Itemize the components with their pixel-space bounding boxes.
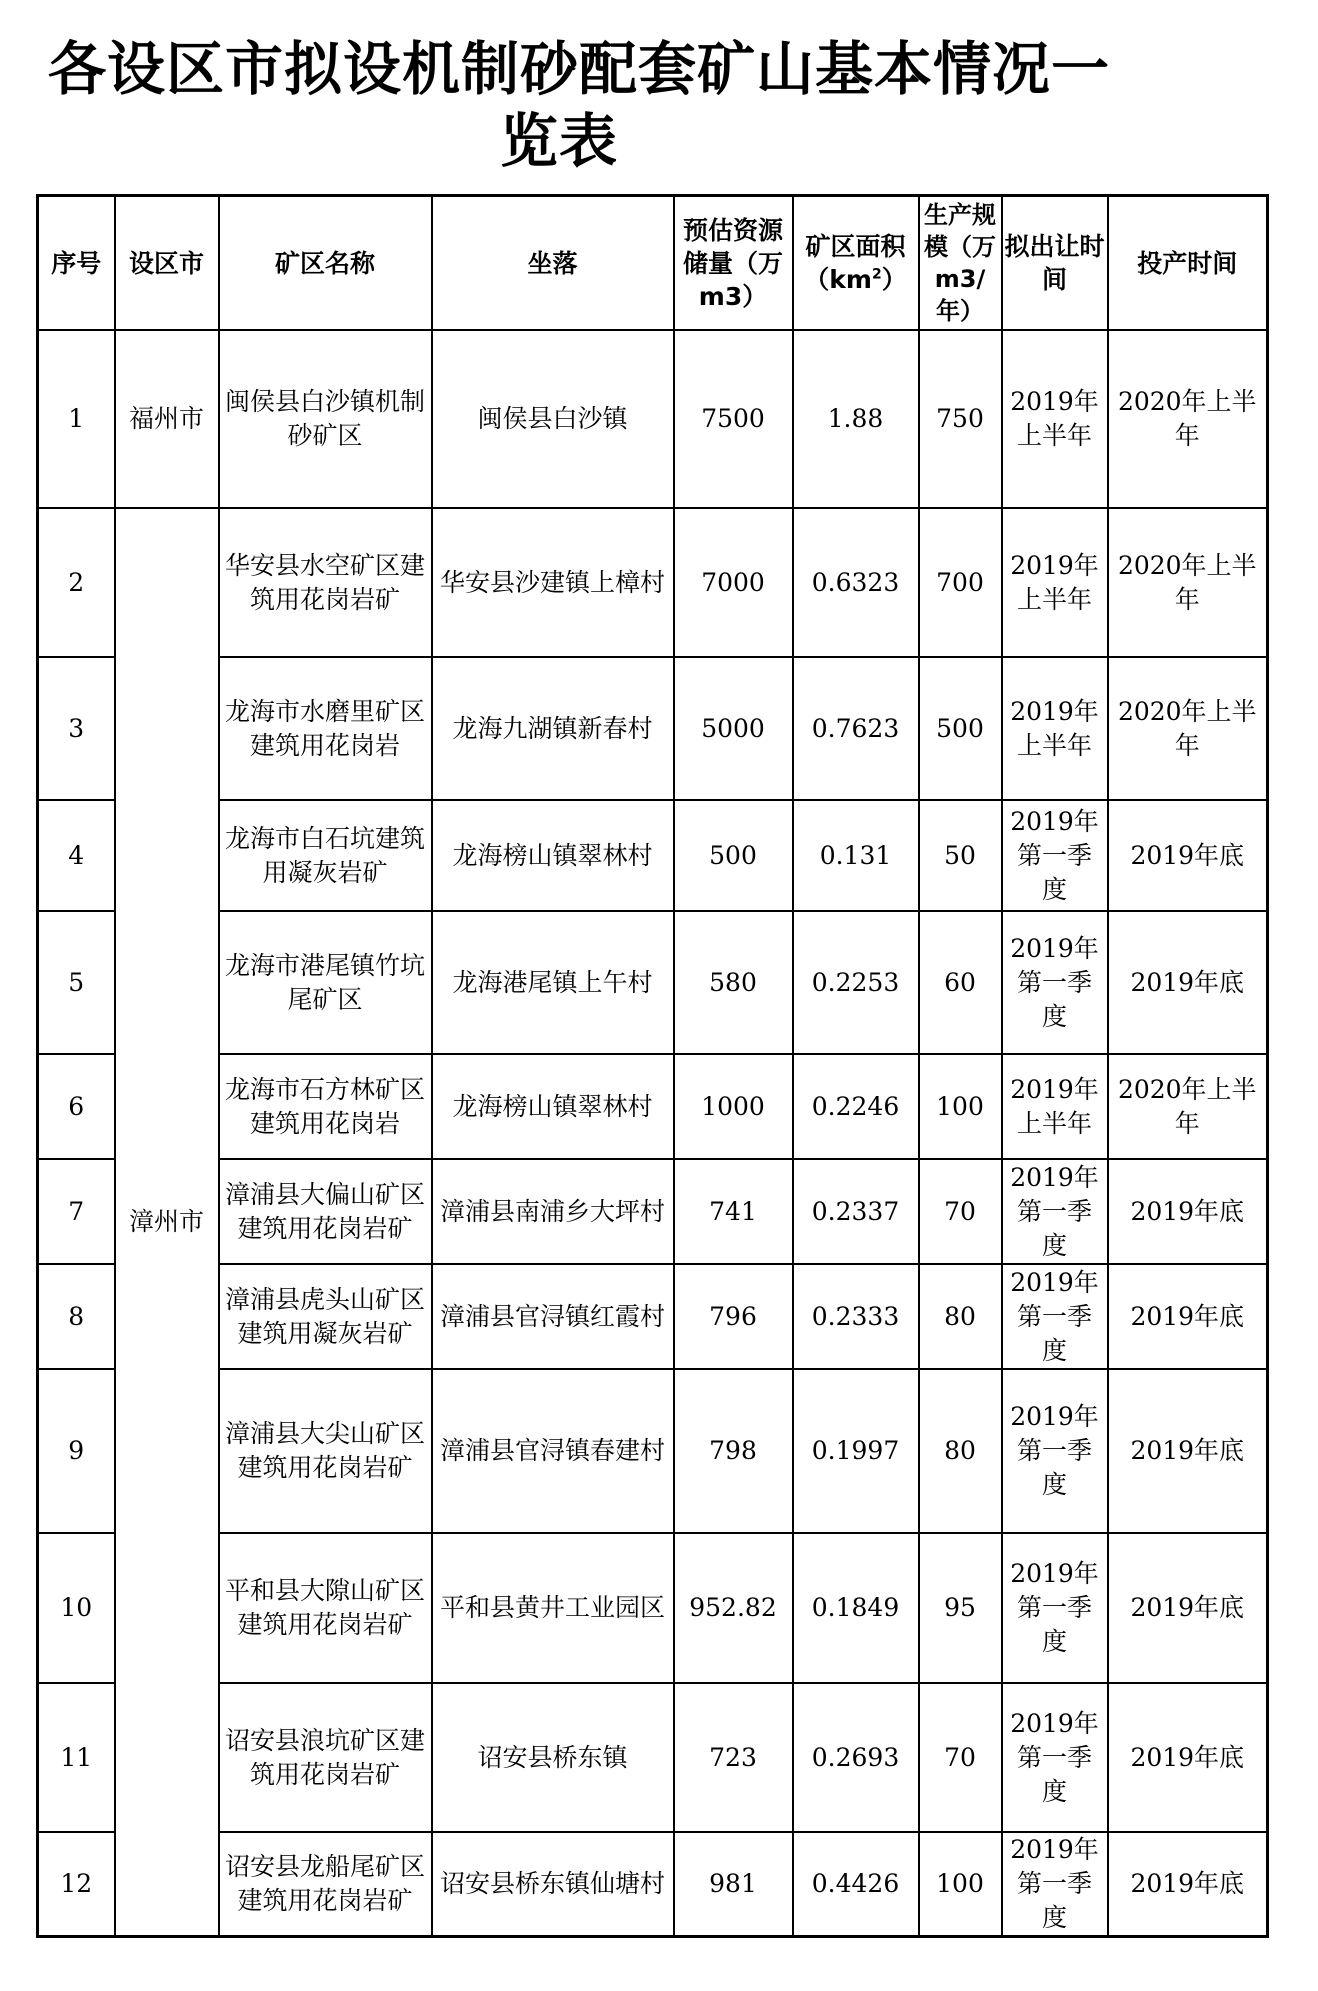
transfer-time-cell: 2019年第一季度 [1002,911,1108,1054]
table-row [38,1054,1268,1159]
area-cell: 0.2253 [793,911,919,1054]
table-row [38,1369,1268,1533]
reserve-cell: 580 [674,911,793,1054]
area-cell: 0.2693 [793,1683,919,1832]
table-row [38,1159,1268,1264]
location-cell: 闽侯县白沙镇 [432,330,674,508]
mine-name-cell: 漳浦县大偏山矿区建筑用花岗岩矿 [219,1159,432,1264]
mine-name-cell: 龙海市港尾镇竹坑尾矿区 [219,911,432,1054]
seq-cell: 4 [38,800,115,911]
area-cell: 0.131 [793,800,919,911]
header-reserve: 预估资源储量（万m3） [674,196,793,331]
transfer-time-cell: 2019年上半年 [1002,330,1108,508]
seq-cell: 9 [38,1369,115,1533]
table-row [38,1533,1268,1683]
table-row [38,1832,1268,1937]
transfer-time-cell: 2019年上半年 [1002,1054,1108,1159]
header-name: 矿区名称 [219,196,432,331]
capacity-cell: 750 [919,330,1002,508]
reserve-cell: 798 [674,1369,793,1533]
seq-cell: 12 [38,1832,115,1937]
production-time-cell: 2020年上半年 [1108,508,1268,657]
area-cell: 0.1997 [793,1369,919,1533]
mine-name-cell: 龙海市白石坑建筑用凝灰岩矿 [219,800,432,911]
location-cell: 漳浦县官浔镇春建村 [432,1369,674,1533]
production-time-cell: 2019年底 [1108,911,1268,1054]
header-seq: 序号 [38,196,115,331]
mine-name-cell: 漳浦县虎头山矿区建筑用凝灰岩矿 [219,1264,432,1369]
area-cell: 0.1849 [793,1533,919,1683]
mine-name-cell: 漳浦县大尖山矿区建筑用花岗岩矿 [219,1369,432,1533]
seq-cell: 6 [38,1054,115,1159]
mine-name-cell: 闽侯县白沙镇机制砂矿区 [219,330,432,508]
location-cell: 漳浦县南浦乡大坪村 [432,1159,674,1264]
reserve-cell: 723 [674,1683,793,1832]
location-cell: 龙海榜山镇翠林村 [432,800,674,911]
area-cell: 0.6323 [793,508,919,657]
transfer-time-cell: 2019年第一季度 [1002,1369,1108,1533]
mine-name-cell: 华安县水空矿区建筑用花岗岩矿 [219,508,432,657]
capacity-cell: 60 [919,911,1002,1054]
capacity-cell: 700 [919,508,1002,657]
transfer-time-cell: 2019年第一季度 [1002,1533,1108,1683]
table-row [38,1683,1268,1832]
table-row [38,1264,1268,1369]
location-cell: 龙海榜山镇翠林村 [432,1054,674,1159]
header-row [38,196,1268,331]
reserve-cell: 5000 [674,657,793,800]
capacity-cell: 80 [919,1264,1002,1369]
production-time-cell: 2019年底 [1108,800,1268,911]
capacity-cell: 500 [919,657,1002,800]
seq-cell: 5 [38,911,115,1054]
production-time-cell: 2019年底 [1108,1533,1268,1683]
capacity-cell: 80 [919,1369,1002,1533]
area-cell: 0.2337 [793,1159,919,1264]
production-time-cell: 2020年上半年 [1108,1054,1268,1159]
seq-cell: 7 [38,1159,115,1264]
table-row [38,911,1268,1054]
reserve-cell: 952.82 [674,1533,793,1683]
location-cell: 龙海九湖镇新春村 [432,657,674,800]
page-title-line2: 览表 [499,107,618,175]
mine-name-cell: 诏安县龙船尾矿区建筑用花岗岩矿 [219,1832,432,1937]
area-cell: 0.4426 [793,1832,919,1937]
seq-cell: 11 [38,1683,115,1832]
seq-cell: 3 [38,657,115,800]
capacity-cell: 100 [919,1054,1002,1159]
reserve-cell: 7500 [674,330,793,508]
header-production-time: 投产时间 [1108,196,1268,331]
header-location: 坐落 [432,196,674,331]
reserve-cell: 7000 [674,508,793,657]
capacity-cell: 70 [919,1159,1002,1264]
production-time-cell: 2020年上半年 [1108,330,1268,508]
mine-name-cell: 诏安县浪坑矿区建筑用花岗岩矿 [219,1683,432,1832]
header-capacity: 生产规模（万m3/年） [919,196,1002,331]
reserve-cell: 1000 [674,1054,793,1159]
reserve-cell: 741 [674,1159,793,1264]
seq-cell: 10 [38,1533,115,1683]
location-cell: 漳浦县官浔镇红霞村 [432,1264,674,1369]
city-cell: 漳州市 [115,508,219,1937]
location-cell: 诏安县桥东镇仙塘村 [432,1832,674,1937]
capacity-cell: 70 [919,1683,1002,1832]
area-cell: 0.2333 [793,1264,919,1369]
production-time-cell: 2019年底 [1108,1832,1268,1937]
reserve-cell: 500 [674,800,793,911]
mine-table [36,194,1269,1938]
table-row [38,800,1268,911]
header-transfer-time: 拟出让时间 [1002,196,1108,331]
header-area-suffix: ） [881,265,907,294]
area-cell: 1.88 [793,330,919,508]
production-time-cell: 2019年底 [1108,1369,1268,1533]
transfer-time-cell: 2019年第一季度 [1002,1264,1108,1369]
location-cell: 诏安县桥东镇 [432,1683,674,1832]
area-cell: 0.7623 [793,657,919,800]
location-cell: 华安县沙建镇上樟村 [432,508,674,657]
transfer-time-cell: 2019年第一季度 [1002,1832,1108,1937]
capacity-cell: 50 [919,800,1002,911]
mine-name-cell: 平和县大隙山矿区建筑用花岗岩矿 [219,1533,432,1683]
transfer-time-cell: 2019年第一季度 [1002,1159,1108,1264]
seq-cell: 1 [38,330,115,508]
reserve-cell: 981 [674,1832,793,1937]
transfer-time-cell: 2019年上半年 [1002,657,1108,800]
city-cell: 福州市 [115,330,219,508]
header-city: 设区市 [115,196,219,331]
production-time-cell: 2020年上半年 [1108,657,1268,800]
production-time-cell: 2019年底 [1108,1159,1268,1264]
production-time-cell: 2019年底 [1108,1683,1268,1832]
mine-name-cell: 龙海市水磨里矿区建筑用花岗岩 [219,657,432,800]
header-area [793,196,919,331]
mine-name-cell: 龙海市石方林矿区建筑用花岗岩 [219,1054,432,1159]
area-cell: 0.2246 [793,1054,919,1159]
seq-cell: 2 [38,508,115,657]
capacity-cell: 95 [919,1533,1002,1683]
transfer-time-cell: 2019年上半年 [1002,508,1108,657]
location-cell: 平和县黄井工业园区 [432,1533,674,1683]
transfer-time-cell: 2019年第一季度 [1002,1683,1108,1832]
transfer-time-cell: 2019年第一季度 [1002,800,1108,911]
table-row [38,657,1268,800]
table-row [38,330,1268,508]
header-area-sup: 2 [871,266,882,283]
header-area-prefix: 矿区面积（km [804,232,906,294]
production-time-cell: 2019年底 [1108,1264,1268,1369]
seq-cell: 8 [38,1264,115,1369]
reserve-cell: 796 [674,1264,793,1369]
capacity-cell: 100 [919,1832,1002,1937]
location-cell: 龙海港尾镇上午村 [432,911,674,1054]
page-title-line1: 各设区市拟设机制砂配套矿山基本情况一 [47,35,1110,103]
table-row [38,508,1268,657]
